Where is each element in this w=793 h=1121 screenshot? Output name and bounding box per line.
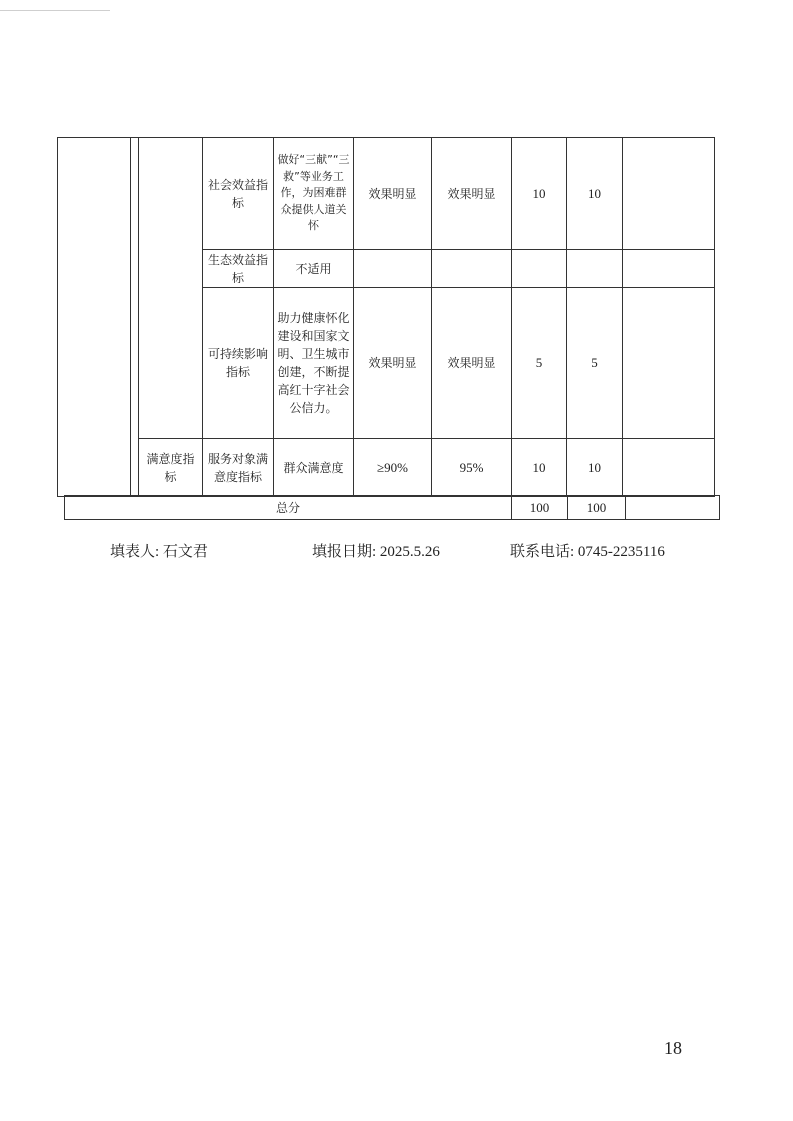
score-cell: 10 (567, 138, 623, 250)
target-value-cell: 效果明显 (354, 288, 432, 439)
remark-cell (623, 250, 715, 288)
table-row (58, 138, 715, 250)
level1-category-cell (58, 138, 131, 497)
indicator-cell: 不适用 (274, 250, 354, 288)
indicator-cell: 助力健康怀化建设和国家文明、卫生城市创建，不断提高红十字社会公信力。 (274, 288, 354, 439)
spacer-cell (131, 138, 139, 497)
fill-date: 填报日期: 2025.5.26 (312, 544, 440, 560)
indicator-cell: 做好“三献”“三救”等业务工作，为困难群众提供人道关怀 (274, 138, 354, 250)
performance-indicator-table (57, 137, 715, 497)
actual-value-cell: 95% (432, 439, 512, 497)
subcategory-cell: 可持续影响指标 (203, 288, 274, 439)
total-score-cell: 100 (568, 496, 626, 520)
total-label: 总分 (65, 496, 512, 520)
filler-name: 填表人: 石文君 (110, 544, 208, 560)
contact-phone: 联系电话: 0745-2235116 (510, 544, 665, 560)
category-cell: 满意度指标 (139, 439, 203, 497)
target-value-cell (354, 250, 432, 288)
weight-cell: 10 (512, 439, 567, 497)
remark-cell (623, 288, 715, 439)
level2-category-cell (139, 138, 203, 439)
actual-value-cell (432, 250, 512, 288)
subcategory-cell: 社会效益指标 (203, 138, 274, 250)
page-number: 18 (664, 1038, 682, 1058)
total-remark-cell (626, 496, 720, 520)
actual-value-cell: 效果明显 (432, 288, 512, 439)
target-value-cell: ≥90% (354, 439, 432, 497)
total-weight-cell: 100 (512, 496, 568, 520)
weight-cell: 10 (512, 138, 567, 250)
remark-cell (623, 439, 715, 497)
subcategory-cell: 服务对象满意度指标 (203, 439, 274, 497)
weight-cell: 5 (512, 288, 567, 439)
actual-value-cell: 效果明显 (432, 138, 512, 250)
remark-cell (623, 138, 715, 250)
scan-edge-mark (0, 10, 110, 11)
subcategory-cell: 生态效益指标 (203, 250, 274, 288)
weight-cell (512, 250, 567, 288)
total-row (65, 496, 720, 520)
score-cell: 10 (567, 439, 623, 497)
total-score-table (64, 495, 720, 520)
score-cell: 5 (567, 288, 623, 439)
indicator-cell: 群众满意度 (274, 439, 354, 497)
table-row (58, 439, 715, 497)
score-cell (567, 250, 623, 288)
target-value-cell: 效果明显 (354, 138, 432, 250)
